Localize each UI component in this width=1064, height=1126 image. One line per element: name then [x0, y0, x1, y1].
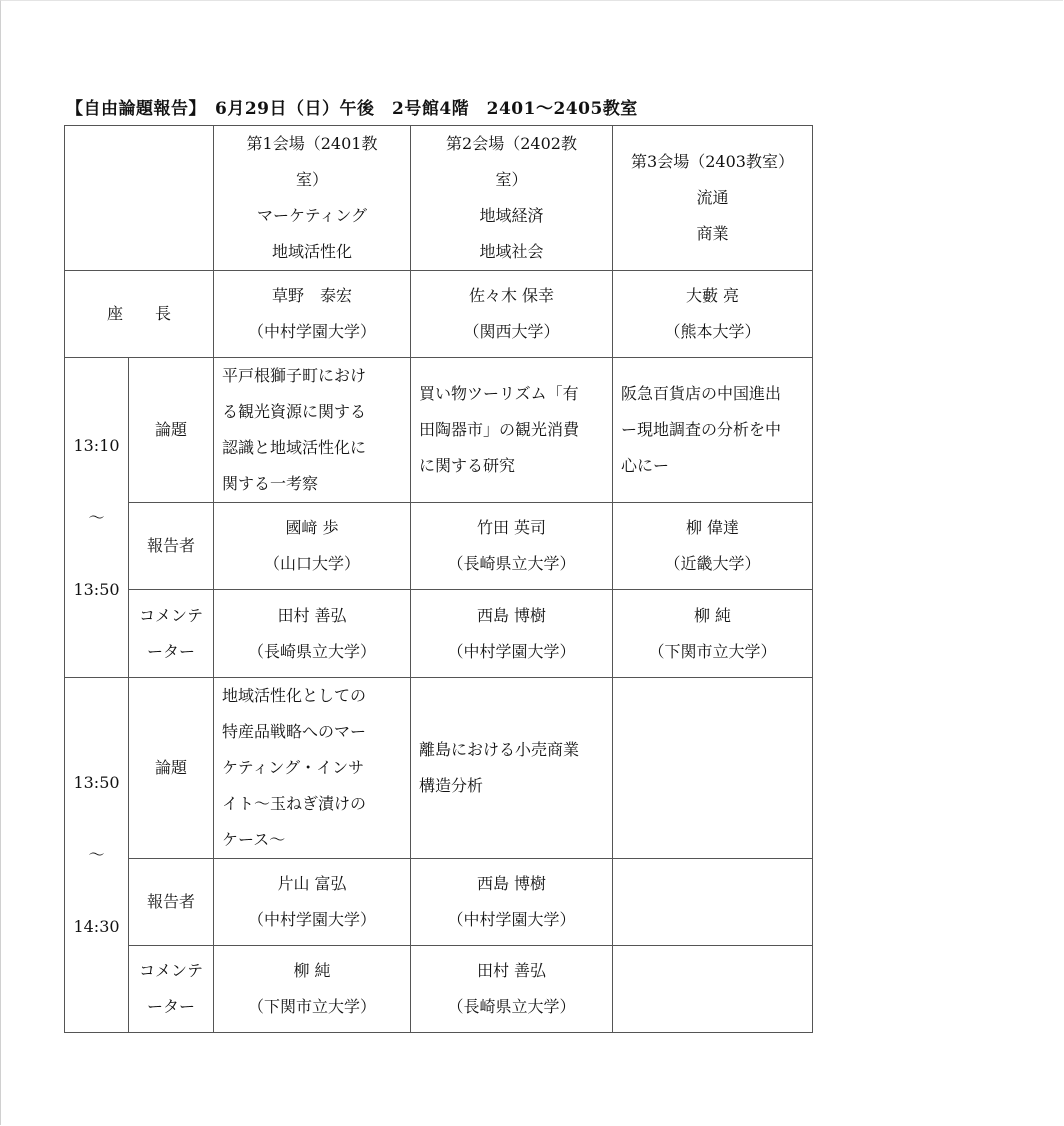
slot-2-topic-venue-3: [613, 678, 813, 859]
slot-1-presenter-label: 報告者: [129, 503, 214, 590]
slot-1-presenter-venue-2: 竹田 英司 （長崎県立大学）: [411, 503, 613, 590]
slot-2-commentator-venue-1: 柳 純 （下関市立大学）: [214, 946, 411, 1033]
slot-1-commentator-venue-3: 柳 純 （下関市立大学）: [613, 590, 813, 678]
slot-1-start: 13:10: [73, 435, 120, 455]
slot-2-topic-venue-1: 地域活性化としての 特産品戦略へのマー ケティング・インサ イト～玉ねぎ漬けの ケース～: [214, 678, 411, 859]
slot-1-topic-label: 論題: [129, 358, 214, 503]
slot-2-commentator-label: コメンテ ーター: [129, 946, 214, 1033]
slot-2-presenter-venue-2: 西島 博樹 （中村学園大学）: [411, 859, 613, 946]
slot-1-commentator-label: コメンテ ーター: [129, 590, 214, 678]
schedule-table: [64, 125, 813, 1033]
slot-2-presenter-venue-3: [613, 859, 813, 946]
slot-1-commentator-venue-1: 田村 善弘 （長崎県立大学）: [214, 590, 411, 678]
slot-1-end: 13:50: [73, 579, 120, 599]
chair-venue-2: 佐々木 保幸 （関西大学）: [411, 271, 613, 358]
page-heading: 【自由論題報告】 6月29日（日）午後 2号館4階 2401～2405教室: [66, 99, 638, 119]
slot-1-commentator-row: [65, 590, 813, 678]
slot-1-presenter-venue-1: 國﨑 歩 （山口大学）: [214, 503, 411, 590]
corner-cell: [65, 126, 214, 271]
slot-1-topic-venue-3: 阪急百貨店の中国進出 ー現地調査の分析を中 心にー: [613, 358, 813, 503]
venue-header-row: [65, 126, 813, 271]
slot-1-topic-venue-1: 平戸根獅子町におけ る観光資源に関する 認識と地域活性化に 関する一考察: [214, 358, 411, 503]
slot-2-topic-label: 論題: [129, 678, 214, 859]
slot-1-time: [65, 358, 129, 678]
slot-2-time: [65, 678, 129, 1033]
chair-venue-1: 草野 泰宏 （中村学園大学）: [214, 271, 411, 358]
slot-2-end: 14:30: [73, 917, 120, 936]
slot-2-tilde: ～: [88, 845, 105, 864]
slot-1-topic-venue-2: 買い物ツーリズム「有 田陶器市」の観光消費 に関する研究: [411, 358, 613, 503]
venue-1-header: 第1会場（2401教 室） マーケティング 地域活性化: [214, 126, 411, 271]
slot-2-presenter-label: 報告者: [129, 859, 214, 946]
slot-2-topic-row: [65, 678, 813, 859]
slot-2-commentator-venue-3: [613, 946, 813, 1033]
slot-2-presenter-row: [65, 859, 813, 946]
slot-2-presenter-venue-1: 片山 富弘 （中村学園大学）: [214, 859, 411, 946]
venue-3-header: 第3会場（2403教室） 流通 商業: [613, 126, 813, 271]
chair-venue-3: 大藪 亮 （熊本大学）: [613, 271, 813, 358]
venue-2-header: 第2会場（2402教 室） 地域経済 地域社会: [411, 126, 613, 271]
slot-2-start: 13:50: [73, 773, 120, 792]
chair-row: [65, 271, 813, 358]
slot-1-tilde: ～: [88, 507, 105, 527]
slot-1-commentator-venue-2: 西島 博樹 （中村学園大学）: [411, 590, 613, 678]
slot-2-topic-venue-2: 離島における小売商業 構造分析: [411, 678, 613, 859]
slot-1-presenter-row: [65, 503, 813, 590]
slot-2-commentator-row: [65, 946, 813, 1033]
slot-2-commentator-venue-2: 田村 善弘 （長崎県立大学）: [411, 946, 613, 1033]
slot-1-presenter-venue-3: 柳 偉達 （近畿大学）: [613, 503, 813, 590]
chair-label: 座 長: [65, 271, 214, 358]
slot-1-topic-row: [65, 358, 813, 503]
